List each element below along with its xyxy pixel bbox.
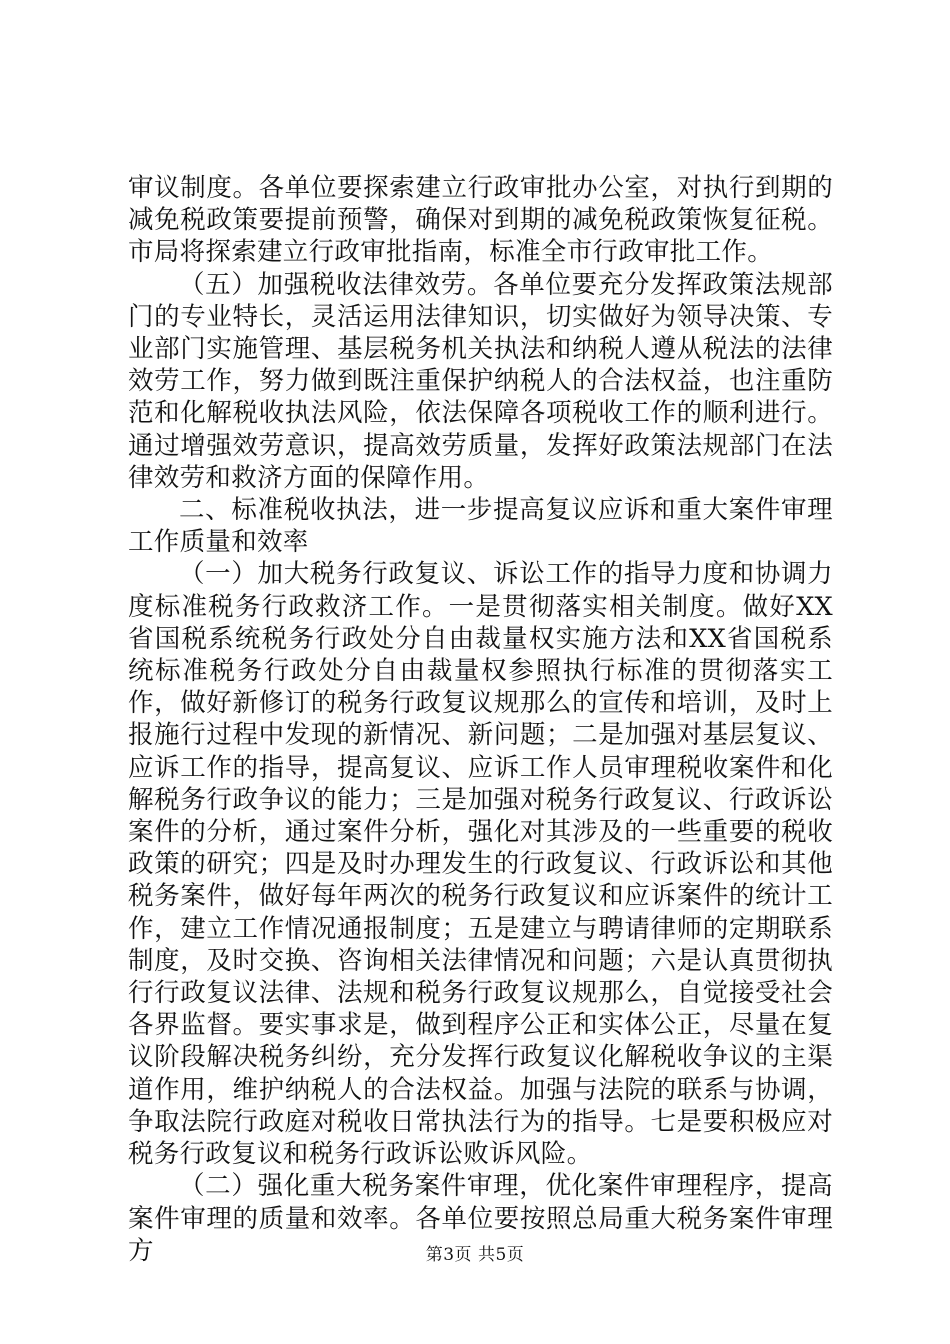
paragraph-item-1: （一）加大税务行政复议、诉讼工作的指导力度和协调力度标准税务行政救济工作。一是贯彻落实相关制度。做好XX省国税系统税务行政处分自由裁量权实施方法和XX省国税系统标准税务行政处分自由裁量权参照执行标准的贯彻落实工作，做好新修订的税务行政复议规那么的宣传和培训，及时上报施行过程中发现的新情况、新问题；二是加强对基层复议、应诉工作的指导，提高复议、应诉工作人员审理税收案件和化解税务行政争议的能力；三是加强对税务行政复议、行政诉讼案件的分析，通过案件分析，强化对其涉及的一些重要的税收政策的研究；四是及时办理发生的行政复议、行政诉讼和其他税务案件，做好每年两次的税务行政复议和应诉案件的统计工作，建立工作情况通报制度；五是建立与聘请律师的定期联系制度，及时交换、咨询相关法律情况和问题；六是认真贯彻执行行政复议法律、法规和税务行政复议规那么，自觉接受社会各界监督。要实事求是，做到程序公正和实体公正，尽量在复议阶段解决税务纠纷，充分发挥行政复议化解税收争议的主渠道作用，维护纳税人的合法权益。加强与法院的联系与协调，争取法院行政庭对税收日常执法行为的指导。七是要积极应对税务行政复议和税务行政诉讼败诉风险。 (128, 559, 833, 1170)
paragraph-item-2: （二）强化重大税务案件审理，优化案件审理程序，提高案件审理的质量和效率。各单位要按照总局重大税务案件审理方 (128, 1171, 833, 1266)
page-footer: 第3页 共5页 (425, 1245, 525, 1265)
section-heading-2: 二、标准税收执法，进一步提高复议应诉和重大案件审理工作质量和效率 (128, 495, 833, 558)
document-body (128, 172, 833, 1267)
paragraph-section-5: （五）加强税收法律效劳。各单位要充分发挥政策法规部门的专业特长，灵活运用法律知识，切实做好为领导决策、专业部门实施管理、基层税务机关执法和纳税人遵从税法的法律效劳工作，努力做到既注重保护纳税人的合法权益，也注重防范和化解税收执法风险，依法保障各项税收工作的顺利进行。通过增强效劳意识，提高效劳质量，发挥好政策法规部门在法律效劳和救济方面的保障作用。 (128, 269, 833, 493)
paragraph-continued: 审议制度。各单位要探索建立行政审批办公室，对执行到期的减免税政策要提前预警，确保对到期的减免税政策恢复征税。市局将探索建立行政审批指南，标准全市行政审批工作。 (128, 173, 833, 268)
